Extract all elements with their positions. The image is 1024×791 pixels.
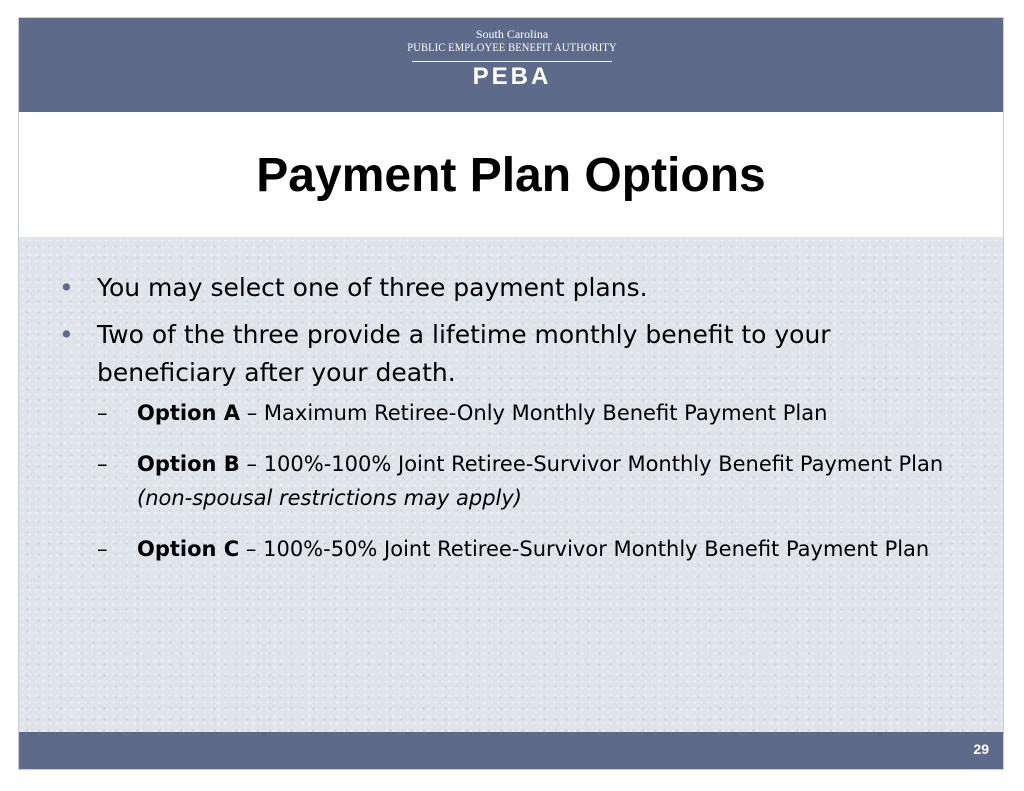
bullet-icon: • bbox=[59, 273, 74, 302]
option-description: 100%-100% Joint Retiree-Survivor Monthly Benefit Payment Plan bbox=[263, 452, 944, 476]
content-area bbox=[19, 237, 1003, 734]
bullet-item bbox=[57, 269, 957, 307]
option-item-b bbox=[97, 447, 957, 515]
peba-logo bbox=[359, 25, 665, 107]
title-band bbox=[19, 112, 1003, 237]
logo-wordmark: PEBA bbox=[472, 63, 552, 90]
dash-icon: – bbox=[97, 537, 108, 561]
footer-band bbox=[19, 732, 1003, 769]
bullet-item bbox=[57, 316, 957, 566]
dash-icon: – bbox=[97, 452, 108, 476]
option-item-a bbox=[97, 396, 957, 430]
option-note: (non-spousal restrictions may apply) bbox=[137, 486, 522, 510]
logo-authority-text: PUBLIC EMPLOYEE BENEFIT AUTHORITY bbox=[407, 42, 617, 54]
option-separator: – bbox=[239, 452, 264, 476]
option-description: 100%-50% Joint Retiree-Survivor Monthly Benefit Payment Plan bbox=[263, 537, 930, 561]
option-label: Option A bbox=[137, 401, 241, 425]
slide bbox=[18, 17, 1004, 770]
option-description: Maximum Retiree-Only Monthly Benefit Payment Plan bbox=[263, 401, 828, 425]
option-list bbox=[97, 396, 957, 566]
bullet-text: Two of the three provide a lifetime monthly benefit to your beneficiary after your death. bbox=[97, 320, 831, 387]
option-item-c bbox=[97, 532, 957, 566]
header-band bbox=[19, 18, 1003, 112]
page-number: 29 bbox=[973, 741, 989, 757]
option-separator: – bbox=[240, 401, 264, 425]
option-label: Option B bbox=[137, 452, 240, 476]
bullet-list bbox=[57, 269, 957, 583]
option-separator: – bbox=[239, 537, 264, 561]
logo-state-text: South Carolina bbox=[475, 27, 549, 41]
bullet-icon: • bbox=[59, 320, 74, 349]
option-label: Option C bbox=[137, 537, 240, 561]
dash-icon: – bbox=[97, 401, 108, 425]
logo-divider bbox=[412, 61, 612, 62]
slide-title: Payment Plan Options bbox=[256, 149, 766, 202]
bullet-text: You may select one of three payment plans. bbox=[97, 273, 648, 302]
